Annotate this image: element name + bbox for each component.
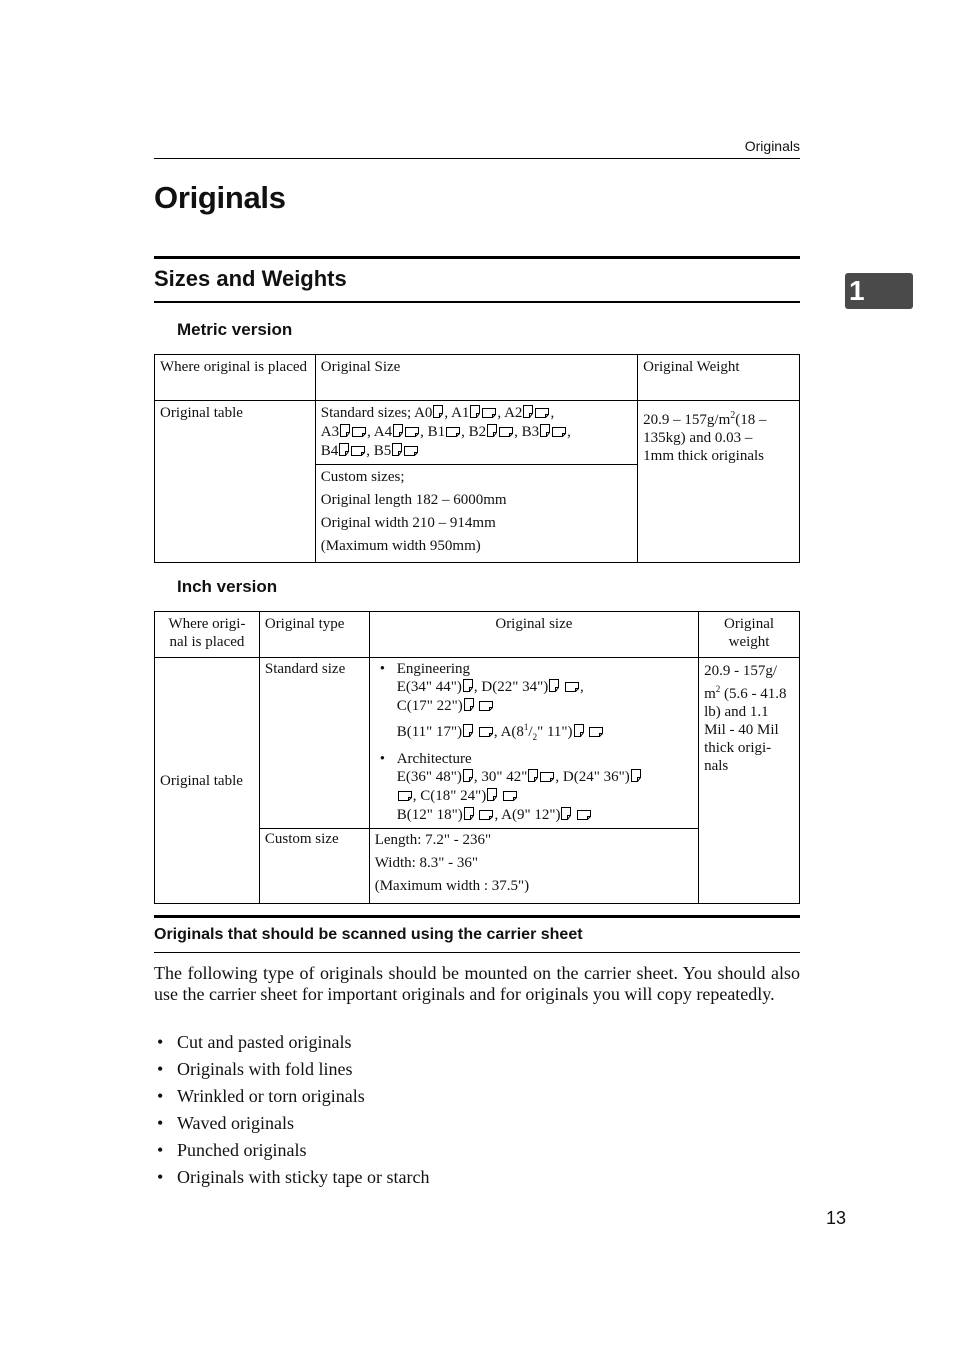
portrait-orientation-icon (487, 788, 497, 806)
header-original-weight: Original weight (699, 612, 800, 658)
landscape-orientation-icon (565, 679, 579, 697)
custom-size-label: Custom size (259, 829, 369, 904)
custom-sizes-cell: Custom sizes; Original length 182 – 6000mm Original width 210 – 914mm (Maximum width 950mm) (315, 465, 637, 563)
row-label-original-table: Original table (155, 401, 316, 563)
landscape-orientation-icon (405, 424, 419, 442)
standard-size-label: Standard size (259, 658, 369, 829)
chapter-tab[interactable]: 1 (845, 273, 913, 309)
list-item: • Wrinkled or torn originals (154, 1084, 429, 1111)
metric-version-heading: Metric version (177, 320, 293, 339)
landscape-orientation-icon (540, 769, 554, 787)
portrait-orientation-icon (463, 724, 473, 742)
portrait-orientation-icon (631, 769, 641, 787)
portrait-orientation-icon (463, 769, 473, 787)
row-label-original-table: Original table (155, 658, 260, 904)
table-row (155, 658, 800, 829)
carrier-sheet-heading: Originals that should be scanned using the carrier sheet (154, 926, 583, 943)
header-where-placed: Where original is placed (155, 355, 316, 401)
header-original-weight: Original Weight (638, 355, 800, 401)
list-item: • Waved originals (154, 1111, 429, 1138)
header-original-size: Original Size (315, 355, 637, 401)
landscape-orientation-icon (482, 405, 496, 423)
landscape-orientation-icon (535, 405, 549, 423)
table-header-row (155, 355, 800, 401)
landscape-orientation-icon (479, 807, 493, 825)
section-rule-top (154, 256, 800, 259)
carrier-rule-bottom (154, 952, 800, 953)
page-number: 13 (825, 1208, 846, 1228)
inch-table (154, 611, 800, 904)
metric-table (154, 354, 800, 563)
landscape-orientation-icon (351, 443, 365, 461)
standard-sizes-cell: Standard sizes; A0 , A1 , A2 , A3 , A4 , B1 , B2 , B3 , B4 , B5 (315, 401, 637, 465)
running-header: Originals (744, 138, 800, 154)
portrait-orientation-icon (392, 443, 402, 461)
header-original-size: Original size (369, 612, 698, 658)
header-rule (154, 158, 800, 159)
header-original-type: Original type (259, 612, 369, 658)
portrait-orientation-icon (433, 405, 443, 423)
portrait-orientation-icon (464, 807, 474, 825)
portrait-orientation-icon (470, 405, 480, 423)
landscape-orientation-icon (479, 724, 493, 742)
portrait-orientation-icon (574, 724, 584, 742)
list-item: • Punched originals (154, 1138, 429, 1165)
portrait-orientation-icon (549, 679, 559, 697)
landscape-orientation-icon (589, 724, 603, 742)
list-item: • Cut and pasted originals (154, 1030, 429, 1057)
page-title: Originals (154, 180, 286, 215)
landscape-orientation-icon (404, 443, 418, 461)
portrait-orientation-icon (528, 769, 538, 787)
landscape-orientation-icon (577, 807, 591, 825)
portrait-orientation-icon (523, 405, 533, 423)
landscape-orientation-icon (499, 424, 513, 442)
custom-size-cell: Length: 7.2" - 236" Width: 8.3" - 36" (Maximum width : 37.5") (369, 829, 698, 904)
list-item: • Originals with sticky tape or starch (154, 1165, 429, 1192)
engineering-list-item: • Engineering E(34" 44") , D(22" 34") , C(17" 22") B(11" 17") , $A(8^1/_2$" 11") (397, 660, 693, 746)
landscape-orientation-icon (479, 698, 493, 716)
original-weight-cell: 20.9 - 157g/ $m^2$ (5.6 - 41.8 lb) and 1.1 Mil - 40 Mil thick origi- nals (699, 658, 800, 904)
portrait-orientation-icon (463, 679, 473, 697)
landscape-orientation-icon (398, 788, 412, 806)
carrier-originals-list (154, 1030, 429, 1192)
portrait-orientation-icon (487, 424, 497, 442)
table-row (155, 401, 800, 465)
portrait-orientation-icon (561, 807, 571, 825)
landscape-orientation-icon (352, 424, 366, 442)
portrait-orientation-icon (393, 424, 403, 442)
landscape-orientation-icon (446, 424, 460, 442)
table-header-row (155, 612, 800, 658)
portrait-orientation-icon (340, 424, 350, 442)
architecture-list-item: • Architecture E(36" 48") , 30" 42" , D(24" 36") , C(18" 24") B(12" 18") , A(9" 12") (397, 750, 693, 825)
header-where-placed: Where origi- nal is placed (155, 612, 260, 658)
portrait-orientation-icon (464, 698, 474, 716)
carrier-intro-paragraph: The following type of originals should be mounted on the carrier sheet. You should also use the carrier sheet for important originals and for originals you will copy repeatedly. (154, 963, 800, 1004)
original-weight-cell: $20.9 - 157g/m^2(18$ – 135kg) and 0.03 – 1mm thick originals (638, 401, 800, 563)
section-rule-bottom (154, 301, 800, 303)
landscape-orientation-icon (503, 788, 517, 806)
section-title: Sizes and Weights (154, 266, 347, 291)
standard-size-cell (369, 658, 698, 829)
landscape-orientation-icon (552, 424, 566, 442)
portrait-orientation-icon (540, 424, 550, 442)
list-item: • Originals with fold lines (154, 1057, 429, 1084)
inch-version-heading: Inch version (177, 577, 278, 596)
carrier-rule-top (154, 915, 800, 918)
portrait-orientation-icon (339, 443, 349, 461)
